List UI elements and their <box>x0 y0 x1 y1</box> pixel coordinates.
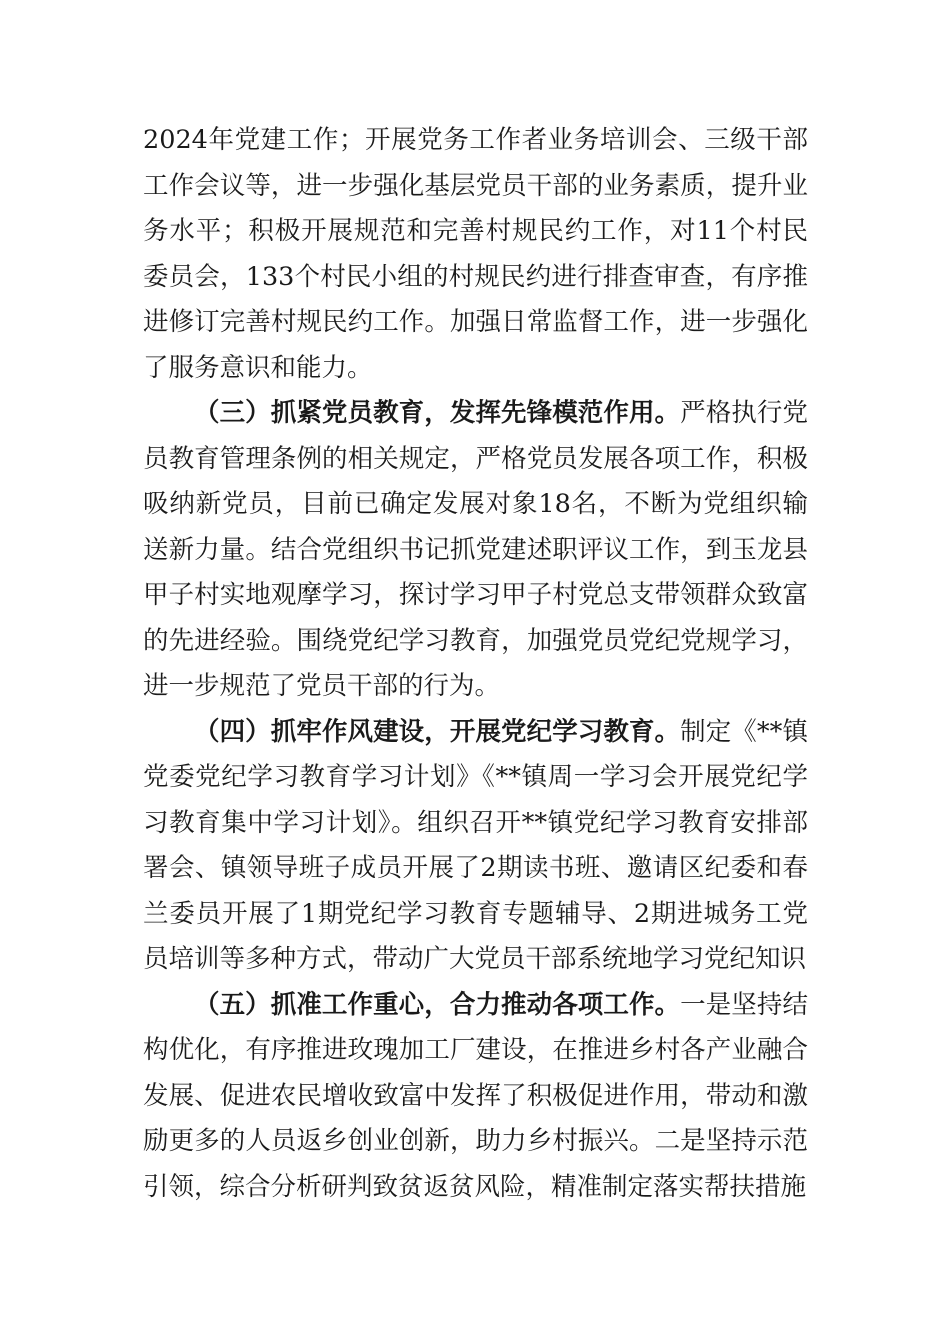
section-heading: （三）抓紧党员教育，发挥先锋模范作用。 <box>194 398 681 428</box>
paragraph-section-5 <box>143 983 808 1211</box>
paragraph-body: 2024年党建工作；开展党务工作者业务培训会、三级干部工作会议等，进一步强化基层党员干部的业务素质，提升业务水平；积极开展规范和完善村规民约工作，对11个村民委员会，133个村民小组的村规民约进行排查审查，有序推进修订完善村规民约工作。加强日常监督工作，进一步强化了服务意识和能力。 <box>143 125 808 383</box>
paragraph-continuation <box>143 118 808 391</box>
section-heading: （四）抓牢作风建设，开展党纪学习教育。 <box>194 716 681 747</box>
paragraph-section-3 <box>143 391 808 710</box>
document-page <box>143 118 808 1210</box>
paragraph-body: 严格执行党员教育管理条例的相关规定，严格党员发展各项工作，积极吸纳新党员，目前已确定发展对象18名，不断为党组织输送新力量。结合党组织书记抓党建述职评议工作，到玉龙县甲子村实地观摩学习，探讨学习甲子村党总支带领群众致富的先进经验。围绕党纪学习教育，加强党员党纪党规学习，进一步规范了党员干部的行为。 <box>143 398 808 701</box>
paragraph-body: 一是坚持结构优化，有序推进玫瑰加工厂建设，在推进乡村各产业融合发展、促进农民增收致富中发挥了积极促进作用，带动和激励更多的人员返乡创业创新，助力乡村振兴。二是坚持示范引领，综合分析研判致贫返贫风险，精准制定落实帮扶措施 <box>143 989 808 1202</box>
paragraph-section-4 <box>143 710 808 983</box>
paragraph-body: 制定《**镇党委党纪学习教育学习计划》《**镇周一学习会开展党纪学习教育集中学习计划》。组织召开**镇党纪学习教育安排部署会、镇领导班子成员开展了2期读书班、邀请区纪委和春兰委员开展了1期党纪学习教育专题辅导、2期进城务工党员培训等多种方式，带动广大党员干部系统地学习党纪知识 <box>143 716 808 974</box>
section-heading: （五）抓准工作重心，合力推动各项工作。 <box>194 989 681 1020</box>
